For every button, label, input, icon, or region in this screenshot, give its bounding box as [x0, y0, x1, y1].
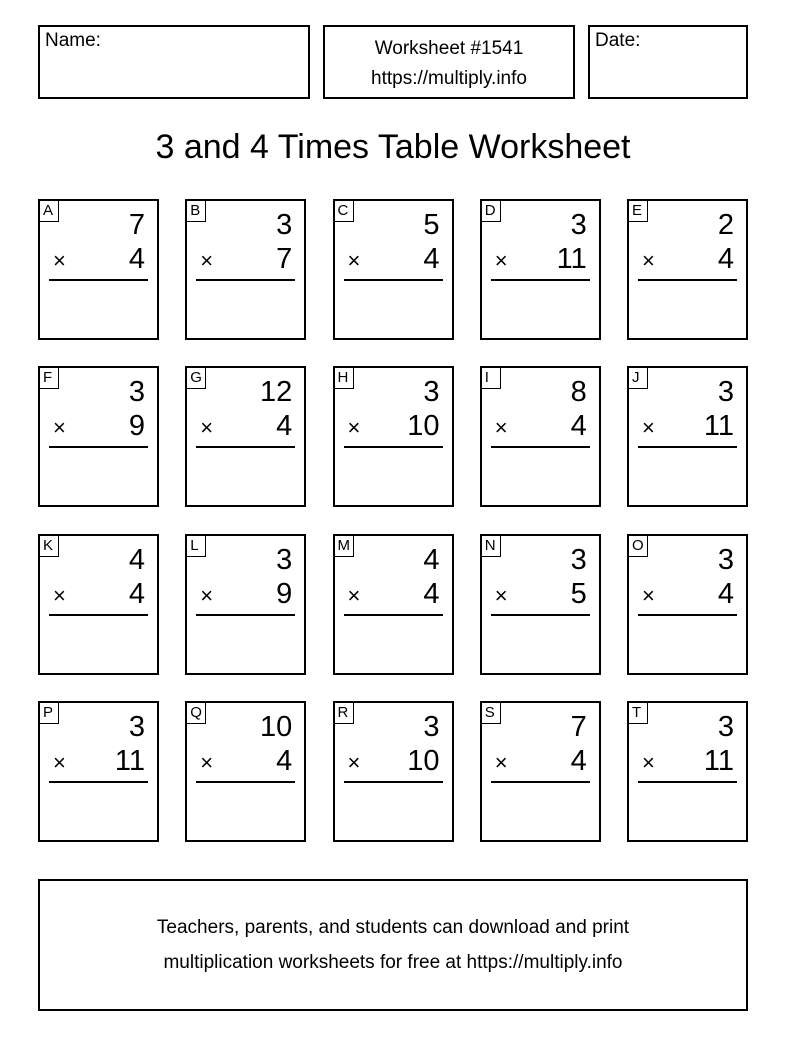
answer-line	[344, 781, 443, 783]
multiplicand: 3	[717, 710, 734, 743]
answer-line	[196, 781, 295, 783]
answer-line	[638, 446, 737, 448]
times-sign: ×	[494, 582, 508, 608]
problem-card-j	[627, 366, 748, 507]
multiplier: 9	[128, 410, 145, 443]
multiplicand: 7	[128, 209, 145, 241]
problem-letter: A	[39, 200, 59, 222]
multiplier: 10	[407, 744, 440, 777]
problem-card-f	[38, 366, 159, 507]
multiplicand: 4	[423, 543, 440, 576]
problem-letter: G	[186, 367, 206, 389]
multiplier: 7	[276, 243, 293, 275]
problem-letter: P	[39, 702, 59, 724]
answer-line	[491, 279, 590, 281]
times-sign: ×	[642, 415, 655, 441]
multiplier: 4	[423, 577, 440, 610]
footer-line-2: multiplication worksheets for free at https://multiply.info	[163, 952, 623, 973]
times-sign: ×	[347, 582, 361, 608]
answer-line	[49, 279, 148, 281]
multiplicand: 3	[717, 376, 734, 409]
problem-card-a	[38, 199, 159, 340]
problem-letter: R	[334, 702, 354, 724]
multiplicand: 3	[570, 543, 587, 576]
name-label: Name:	[45, 30, 101, 51]
problem-card-s	[480, 701, 601, 842]
name-box	[38, 25, 310, 99]
problem-card-d	[480, 199, 601, 340]
answer-line	[638, 614, 737, 616]
times-sign: ×	[53, 415, 66, 441]
worksheet-number: Worksheet #1541	[374, 38, 524, 59]
problem-letter: F	[39, 367, 59, 389]
answer-line	[344, 279, 443, 281]
multiplier: 4	[570, 744, 587, 777]
problem-letter: B	[186, 200, 206, 222]
problem-letter: J	[628, 367, 648, 389]
multiplier: 11	[703, 410, 734, 443]
answer-line	[49, 446, 148, 448]
answer-line	[491, 614, 590, 616]
problem-card-n	[480, 534, 601, 675]
multiplier: 4	[276, 744, 293, 777]
multiplier: 4	[423, 243, 440, 275]
problem-letter: H	[334, 367, 354, 389]
multiplier: 4	[570, 410, 587, 443]
problem-letter: N	[481, 535, 501, 557]
answer-line	[49, 614, 148, 616]
multiplicand: 3	[128, 376, 145, 409]
multiplier: 5	[570, 577, 587, 610]
times-sign: ×	[347, 749, 361, 775]
multiplier: 11	[114, 744, 145, 777]
multiplier: 4	[128, 243, 145, 275]
problem-grid	[38, 199, 750, 843]
multiplicand: 3	[423, 710, 440, 743]
multiplier: 4	[276, 410, 293, 443]
problem-letter: T	[628, 702, 648, 724]
worksheet-info-box	[323, 25, 575, 99]
worksheet-url: https://multiply.info	[371, 68, 527, 89]
times-sign: ×	[347, 248, 361, 273]
page-title: 3 and 4 Times Table Worksheet	[155, 128, 631, 166]
multiplicand: 10	[259, 710, 293, 743]
answer-line	[196, 446, 295, 448]
problem-card-e	[627, 199, 748, 340]
times-sign: ×	[642, 248, 655, 273]
times-sign: ×	[494, 248, 508, 273]
problem-letter: Q	[186, 702, 206, 724]
footer-line-1: Teachers, parents, and students can download and print	[156, 917, 630, 938]
multiplier: 11	[556, 243, 587, 275]
multiplicand: 3	[570, 209, 587, 241]
problem-letter: S	[481, 702, 501, 724]
times-sign: ×	[494, 415, 508, 441]
answer-line	[344, 446, 443, 448]
multiplier: 4	[717, 243, 734, 275]
problem-card-o	[627, 534, 748, 675]
problem-card-c	[333, 199, 454, 340]
problem-card-t	[627, 701, 748, 842]
multiplicand: 3	[128, 710, 145, 743]
problem-card-b	[185, 199, 306, 340]
problem-card-k	[38, 534, 159, 675]
multiplier: 4	[717, 577, 734, 610]
problem-letter: O	[628, 535, 648, 557]
times-sign: ×	[642, 749, 655, 775]
answer-line	[49, 781, 148, 783]
multiplicand: 3	[276, 543, 293, 576]
answer-line	[491, 781, 590, 783]
footer-box	[38, 879, 748, 1011]
answer-line	[344, 614, 443, 616]
multiplicand: 4	[128, 543, 145, 576]
times-sign: ×	[642, 582, 655, 608]
multiplier: 10	[407, 410, 440, 443]
problem-letter: M	[334, 535, 354, 557]
problem-card-p	[38, 701, 159, 842]
multiplier: 9	[276, 577, 293, 610]
problem-letter: C	[334, 200, 354, 222]
problem-card-l	[185, 534, 306, 675]
answer-line	[491, 446, 590, 448]
problem-card-m	[333, 534, 454, 675]
times-sign: ×	[53, 749, 66, 775]
problem-card-h	[333, 366, 454, 507]
times-sign: ×	[53, 582, 66, 608]
multiplier: 11	[703, 744, 734, 777]
answer-line	[196, 614, 295, 616]
multiplicand: 12	[259, 376, 293, 409]
answer-line	[196, 279, 295, 281]
multiplier: 4	[128, 577, 145, 610]
date-label: Date:	[595, 30, 641, 51]
problem-letter: D	[481, 200, 501, 222]
answer-line	[638, 781, 737, 783]
problem-card-i	[480, 366, 601, 507]
times-sign: ×	[494, 749, 508, 775]
problem-letter: L	[186, 535, 206, 557]
problem-card-g	[185, 366, 306, 507]
problem-letter: E	[628, 200, 648, 222]
problem-card-r	[333, 701, 454, 842]
multiplicand: 7	[570, 710, 587, 743]
problem-letter: K	[39, 535, 59, 557]
multiplicand: 8	[570, 376, 587, 409]
multiplicand: 3	[423, 376, 440, 409]
times-sign: ×	[53, 248, 66, 273]
times-sign: ×	[200, 415, 214, 441]
multiplicand: 2	[717, 209, 734, 241]
times-sign: ×	[200, 749, 214, 775]
multiplicand: 5	[423, 209, 440, 241]
problem-letter: I	[481, 367, 501, 389]
date-box	[588, 25, 748, 99]
answer-line	[638, 279, 737, 281]
multiplicand: 3	[276, 209, 293, 241]
times-sign: ×	[200, 582, 214, 608]
times-sign: ×	[347, 415, 361, 441]
problem-card-q	[185, 701, 306, 842]
times-sign: ×	[200, 248, 214, 273]
multiplicand: 3	[717, 543, 734, 576]
